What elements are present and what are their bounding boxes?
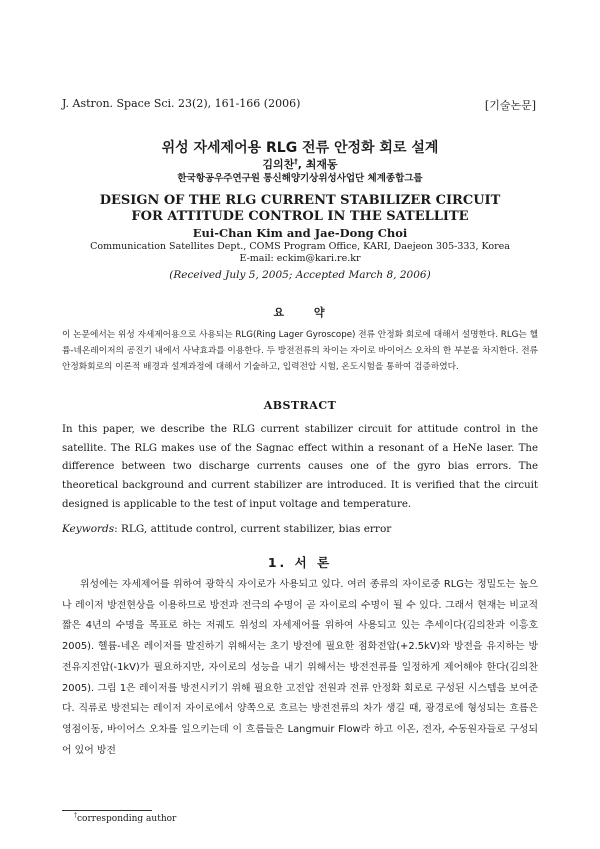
footnote-divider	[62, 810, 152, 811]
english-affiliation: Communication Satellites Dept., COMS Program Office, KARI, Daejeon 305-333, Korea	[90, 241, 510, 252]
keywords	[62, 523, 391, 535]
english-authors: Eui-Chan Kim and Jae-Dong Choi	[192, 226, 408, 240]
author-email: E-mail: eckim@kari.re.kr	[239, 253, 361, 264]
korean-abstract: 이 논문에서는 위성 자세제어용으로 사용되는 RLG(Ring Lager Gyroscope) 전류 안정화 회로에 대해서 설명한다. RLG는 헬륨-네온레이저의 공진기 내에서 사냑효과를 이용한다. 두 방전전류의 차이는 자이로 바이어스 오차의 한 부분을 차지한다. 전류 안정화회로의 이론적 배경과 설계과정에 대해서 기술하고, 입력전압 시험, 온도시험을 통하여 검증하였다.	[62, 330, 538, 372]
received-dates: (Received July 5, 2005; Accepted March 8, 2006)	[169, 269, 431, 281]
english-title-line-1: DESIGN OF THE RLG CURRENT STABILIZER CIRCUIT	[99, 193, 501, 208]
footnote-text: corresponding author	[77, 814, 177, 824]
footnote-mark: †	[74, 812, 77, 819]
korean-author-names: 김의찬†, 최재동	[262, 157, 338, 171]
introduction-heading: 1. 서 론	[267, 555, 333, 570]
english-title-line-2: FOR ATTITUDE CONTROL IN THE SATELLITE	[131, 209, 469, 224]
korean-title: 위성 자세제어용 RLG 전류 안정화 회로 설계	[161, 140, 439, 156]
korean-affiliation: 한국항공우주연구원 통신해양기상위성사업단 체계종합그룹	[177, 173, 423, 184]
journal-citation: J. Astron. Space Sci. 23(2), 161-166 (2006)	[62, 97, 301, 110]
english-title	[0, 193, 600, 225]
english-abstract: In this paper, we describe the RLG current stabilizer circuit for attitude control in the satellite. The RLG makes use of the Sagnac effect within a resonant of a HeNe laser. The difference between two discharge currents causes one of the gyro bias errors. The theoretical background and current stabilizer are introduced. It is verified that the circuit designed is applicable to the test of input voltage and temperature.	[62, 424, 538, 510]
footnote	[74, 812, 176, 824]
english-abstract-heading: ABSTRACT	[263, 399, 337, 412]
korean-abstract-heading: 요 약	[273, 306, 327, 319]
introduction-text: 위성에는 자세제어를 위하여 광학식 자이로가 사용되고 있다. 여러 종류의 자이로중 RLG는 정밀도는 높으나 레이저 방전현상을 이용하므로 방전과 전극의 수명이 곧 자이로의 수명이 될 수 있다. 그래서 현재는 비교적 짧은 4년의 수명을 목표로 하는 저궤도 위성의 자세제어를 위하여 사용되고 있는 추세이다(김의찬과 이흥호 2005). 헬륨-네온 레이저를 발진하기 위해서는 초기 방전에 필요한 점화전압(+2.5kV)와 방전을 유지하는 방전유지전압(-1kV)가 필요하지만, 자이로의 성능을 내기 위해서는 방전전류를 일정하게 제어해야 한다(김의찬 2005). 그림 1은 레이저를 방전시키기 위해 필요한 고전압 전원과 전류 안정화 회로로 구성된 시스템을 보여준다. 직류로 방전되는 레이저 자이로에서 양쪽으로 흐르는 방전전류의 차가 생길 때, 광경로에 형성되는 흐름은 영점이동, 바이어스 오차를 일으키는데 이 흐름들은 Langmuir Flow라 하고 이온, 전자, 수동원자들로 구성되어 있어 방전	[62, 579, 539, 756]
keywords-label: Keywords	[62, 523, 115, 535]
keywords-list: : RLG, attitude control, current stabilizer, bias error	[114, 523, 392, 535]
corresponding-author-mark: †	[294, 157, 298, 166]
article-category: [기술논문]	[484, 99, 536, 112]
